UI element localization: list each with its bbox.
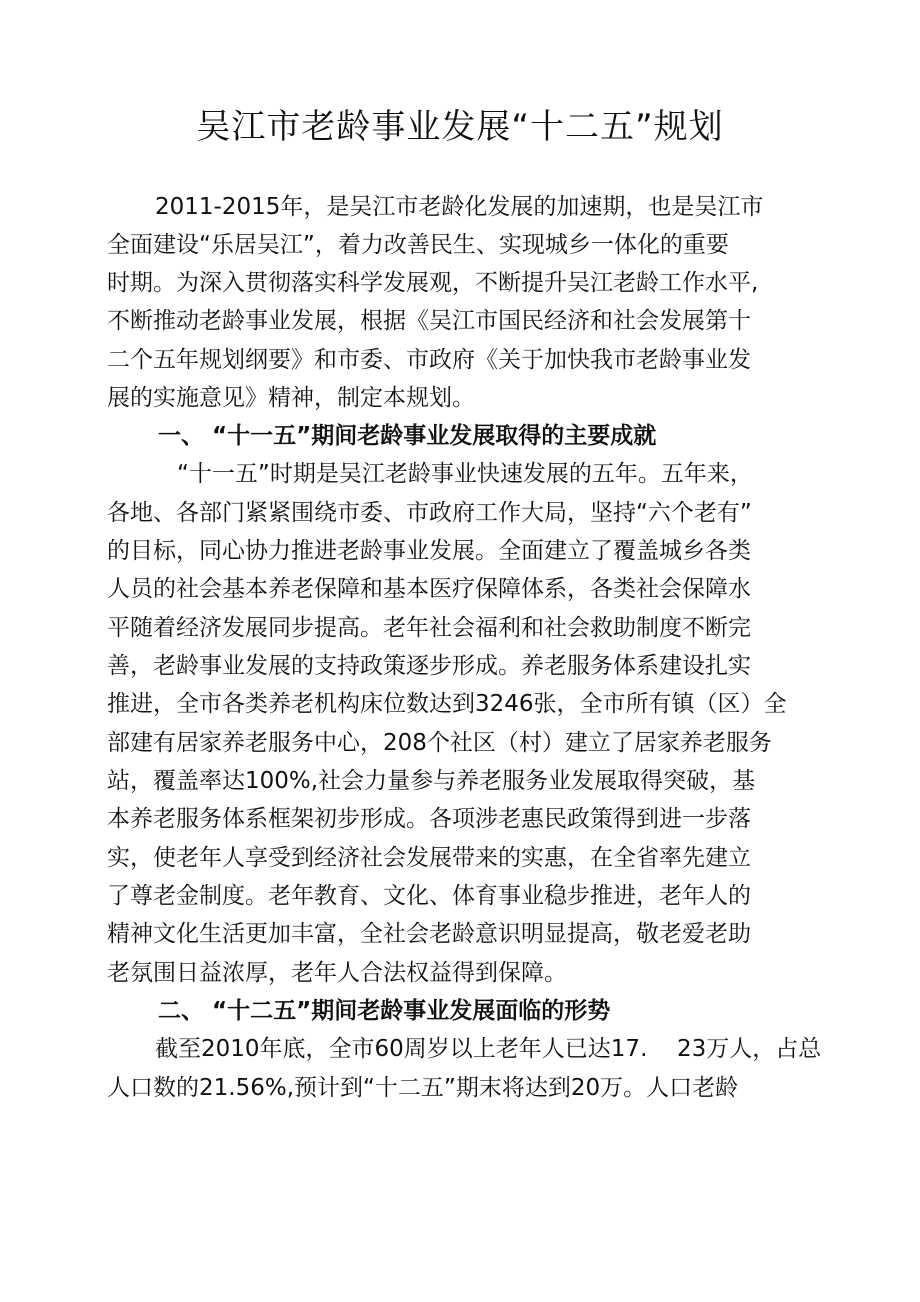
paragraph-line: 人员的社会基本养老保障和基本医疗保障体系，各类社会保障水 bbox=[107, 576, 751, 602]
paragraph-line: 站，覆盖率达100%,社会力量参与养老服务业发展取得突破，基 bbox=[107, 768, 756, 794]
intro-line: 二个五年规划纲要》和市委、市政府《关于加快我市老龄事业发 bbox=[107, 347, 751, 373]
paragraph-line: 的目标，同心协力推进老龄事业发展。全面建立了覆盖城乡各类 bbox=[107, 538, 751, 564]
paragraph-line: 部建有居家养老服务中心，208个社区（村）建立了居家养老服务 bbox=[107, 730, 772, 756]
paragraph-line: 各地、各部门紧紧围绕市委、市政府工作大局，坚持“六个老有” bbox=[107, 500, 752, 526]
paragraph-line: 实，使老年人享受到经济社会发展带来的实惠，在全省率先建立 bbox=[107, 845, 751, 871]
section-heading: 一、 “十一五”期间老龄事业发展取得的主要成就 bbox=[158, 423, 657, 449]
paragraph-line: 本养老服务体系框架初步形成。各项涉老惠民政策得到进一步落 bbox=[107, 806, 751, 832]
paragraph-line: 23万人，占总 bbox=[677, 1036, 822, 1062]
paragraph-line: 人口数的21.56%,预计到“十二五”期末将达到20万。人口老龄 bbox=[107, 1075, 739, 1101]
paragraph-line: 平随着经济发展同步提高。老年社会福利和社会救助制度不断完 bbox=[107, 615, 751, 641]
intro-line: 2011-2015年，是吴江市老龄化发展的加速期，也是吴江市 bbox=[155, 194, 764, 220]
paragraph-line: 老氛围日益浓厚，老年人合法权益得到保障。 bbox=[107, 960, 567, 986]
paragraph-line: 了尊老金制度。老年教育、文化、体育事业稳步推进，老年人的 bbox=[107, 883, 751, 909]
paragraph-line: 精神文化生活更加丰富，全社会老龄意识明显提高，敬老爱老助 bbox=[107, 921, 751, 947]
document-title: 吴江市老龄事业发展“十二五”规划 bbox=[196, 107, 724, 147]
paragraph-line: “十一五”时期是吴江老龄事业快速发展的五年。五年来， bbox=[177, 461, 753, 487]
paragraph-line: 截至2010年底，全市60周岁以上老年人已达17. bbox=[155, 1036, 648, 1062]
intro-line: 全面建设“乐居吴江”，着力改善民生、实现城乡一体化的重要 bbox=[107, 232, 729, 258]
intro-line: 时期。为深入贯彻落实科学发展观，不断提升吴江老龄工作水平, bbox=[107, 270, 759, 296]
intro-line: 展的实施意见》精神，制定本规划。 bbox=[107, 385, 475, 411]
paragraph-line: 善，老龄事业发展的支持政策逐步形成。养老服务体系建设扎实 bbox=[107, 653, 751, 679]
section-heading: 二、 “十二五”期间老龄事业发展面临的形势 bbox=[158, 998, 611, 1024]
intro-line: 不断推动老龄事业发展，根据《吴江市国民经济和社会发展第十 bbox=[107, 308, 751, 334]
paragraph-line: 推进，全市各类养老机构床位数达到3246张，全市所有镇（区）全 bbox=[107, 691, 787, 717]
